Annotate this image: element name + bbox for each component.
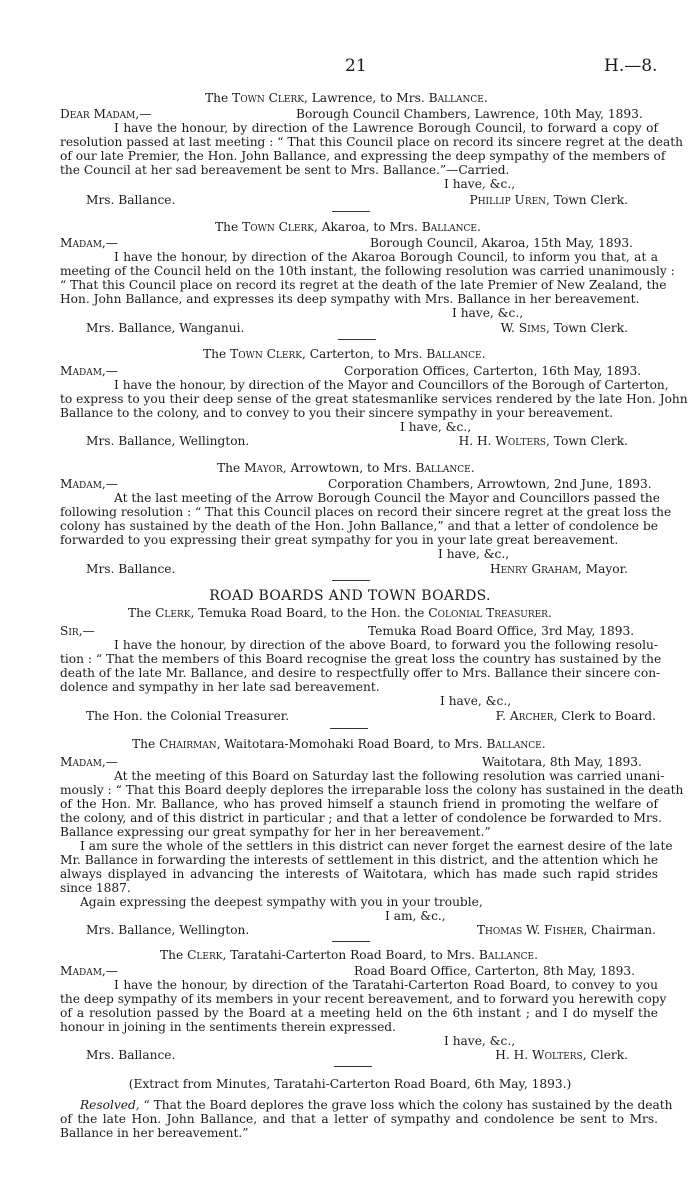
divider-rule bbox=[334, 1066, 372, 1067]
addressee: Mrs. Ballance, Wellington. bbox=[86, 434, 250, 448]
signature: Phillip Uren, Town Clerk. bbox=[469, 193, 628, 207]
body-line: I have the honour, by direction of the Lawrence Borough Council, to forward a copy of bbox=[114, 121, 658, 135]
divider-rule bbox=[332, 580, 370, 581]
signature: Henry Graham, Mayor. bbox=[489, 562, 628, 576]
section-title: ROAD BOARDS AND TOWN BOARDS. bbox=[209, 588, 491, 604]
body-line: I have the honour, by direction of the Taratahi-Carterton Road Board, to convey to you bbox=[114, 978, 658, 992]
salutation: Madam,— bbox=[60, 477, 118, 491]
divider-rule bbox=[330, 728, 368, 729]
body-line: following resolution : “ That this Council places on record their sincere regret at the great loss the bbox=[60, 505, 672, 519]
body-line: I have the honour, by direction of the Mayor and Councillors of the Borough of Carterton, bbox=[114, 378, 669, 392]
dateline: Waitotara, 8th May, 1893. bbox=[482, 755, 642, 769]
body-line: always displayed in advancing the interests of Waitotara, which has made such rapid strides bbox=[60, 867, 658, 881]
signature: H. H. Wolters, Town Clerk. bbox=[458, 434, 628, 448]
body-line: Ballance to the colony, and to convey to you their sincere sympathy in your bereavement. bbox=[60, 406, 614, 420]
dateline: Corporation Chambers, Arrowtown, 2nd June, 1893. bbox=[328, 477, 652, 491]
letter-heading: The Chairman, Waitotara-Momohaki Road Board, to Mrs. Ballance. bbox=[132, 737, 546, 751]
extract-resolution-line: of the late Hon. John Ballance, and that a letter of sympathy and condolence be sent to Mrs. bbox=[60, 1112, 658, 1126]
body-line: colony has sustained by the death of the Hon. John Ballance,” and that a letter of condolence be bbox=[60, 519, 658, 533]
body-line: Hon. John Ballance, and expresses its deep sympathy with Mrs. Ballance in her bereavement. bbox=[60, 292, 640, 306]
body-line: of the Hon. Mr. Ballance, who has proved himself a staunch friend in promoting the welfare of bbox=[60, 797, 658, 811]
addressee: Mrs. Ballance. bbox=[86, 193, 176, 207]
letter-heading: The Town Clerk, Lawrence, to Mrs. Ballance. bbox=[205, 91, 488, 105]
addressee: Mrs. Ballance, Wanganui. bbox=[86, 321, 245, 335]
dateline: Corporation Offices, Carterton, 16th May, 1893. bbox=[344, 364, 642, 378]
body-line: At the last meeting of the Arrow Borough Council the Mayor and Councillors passed the bbox=[114, 491, 660, 505]
signature: W. Sims, Town Clerk. bbox=[500, 321, 628, 335]
salutation: Madam,— bbox=[60, 964, 118, 978]
body-line: to express to you their deep sense of the great statesmanlike services rendered by the late Hon. John bbox=[60, 392, 688, 406]
letter-heading: The Mayor, Arrowtown, to Mrs. Ballance. bbox=[217, 461, 475, 475]
body-line: mously : “ That this Board deeply deplores the irreparable loss the colony has sustained in the death bbox=[60, 783, 684, 797]
addressee: Mrs. Ballance. bbox=[86, 562, 176, 576]
body-line: tion : “ That the members of this Board recognise the great loss the country has sustained by the bbox=[60, 652, 662, 666]
body-line: resolution passed at last meeting : “ That this Council place on record its sincere regret at the death bbox=[60, 135, 684, 149]
body-line: At the meeting of this Board on Saturday last the following resolution was carried unani- bbox=[114, 769, 665, 783]
divider-rule bbox=[332, 211, 370, 212]
extract-resolution-line: Ballance in her bereavement.” bbox=[60, 1126, 249, 1140]
dateline: Borough Council Chambers, Lawrence, 10th May, 1893. bbox=[296, 107, 643, 121]
signature: Thomas W. Fisher, Chairman. bbox=[476, 923, 656, 937]
body-line: forwarded to you expressing their great sympathy for you in your late great bereavement. bbox=[60, 533, 619, 547]
body-line: Mr. Ballance in forwarding the interests of settlement in this district, and the attention which he bbox=[60, 853, 659, 867]
dateline: Road Board Office, Carterton, 8th May, 1893. bbox=[354, 964, 636, 978]
addressee: The Hon. the Colonial Treasurer. bbox=[86, 709, 290, 723]
closing: I am, &c., bbox=[385, 909, 446, 923]
body-line: dolence and sympathy in her late sad bereavement. bbox=[60, 680, 380, 694]
extract-resolution-line: Resolved, “ That the Board deplores the grave loss which the colony has sustained by the death bbox=[80, 1098, 673, 1112]
body-line: “ That this Council place on record its regret at the death of the late Premier of New Zealand, the bbox=[60, 278, 667, 292]
dateline: Temuka Road Board Office, 3rd May, 1893. bbox=[368, 624, 635, 638]
divider-rule bbox=[338, 339, 376, 340]
body-line: Again expressing the deepest sympathy with you in your trouble, bbox=[80, 895, 483, 909]
closing: I have, &c., bbox=[440, 694, 512, 708]
signature: H. H. Wolters, Clerk. bbox=[495, 1048, 628, 1062]
closing: I have, &c., bbox=[444, 1034, 516, 1048]
salutation: Dear Madam,— bbox=[60, 107, 152, 121]
body-line: the Council at her sad bereavement be sent to Mrs. Ballance.”—Carried. bbox=[60, 163, 510, 177]
body-line: meeting of the Council held on the 10th instant, the following resolution was carried unanimously : bbox=[60, 264, 675, 278]
body-line: Ballance expressing our great sympathy for her in her bereavement.” bbox=[60, 825, 491, 839]
body-line: death of the late Mr. Ballance, and desire to respectfully offer to Mrs. Ballance their sincere con- bbox=[60, 666, 661, 680]
letter-heading: The Town Clerk, Akaroa, to Mrs. Ballance. bbox=[215, 220, 481, 234]
salutation: Madam,— bbox=[60, 236, 118, 250]
signature: F. Archer, Clerk to Board. bbox=[495, 709, 656, 723]
salutation: Madam,— bbox=[60, 755, 118, 769]
closing: I have, &c., bbox=[400, 420, 472, 434]
document-reference: H.—8. bbox=[604, 56, 658, 76]
body-line: the colony, and of this district in particular ; and that a letter of condolence be forwarded to Mrs. bbox=[60, 811, 662, 825]
body-line: I am sure the whole of the settlers in this district can never forget the earnest desire of the late bbox=[80, 839, 673, 853]
body-line: of a resolution passed by the Board at a meeting held on the 6th instant ; and I do myself the bbox=[60, 1006, 658, 1020]
body-line: the deep sympathy of its members in your recent bereavement, and to forward you herewith copy bbox=[60, 992, 667, 1006]
body-line: I have the honour, by direction of the above Board, to forward you the following resolu- bbox=[114, 638, 658, 652]
extract-heading: (Extract from Minutes, Taratahi-Carterton Road Board, 6th May, 1893.) bbox=[128, 1077, 572, 1091]
salutation: Sir,— bbox=[60, 624, 95, 638]
body-line: of our late Premier, the Hon. John Ballance, and expressing the deep sympathy of the members of bbox=[60, 149, 666, 163]
body-line: since 1887. bbox=[60, 881, 131, 895]
closing: I have, &c., bbox=[438, 547, 510, 561]
closing: I have, &c., bbox=[444, 177, 516, 191]
dateline: Borough Council, Akaroa, 15th May, 1893. bbox=[370, 236, 633, 250]
page-number: 21 bbox=[345, 56, 367, 76]
letter-heading: The Clerk, Temuka Road Board, to the Hon. the Colonial Treasurer. bbox=[128, 606, 552, 620]
divider-rule bbox=[332, 941, 370, 942]
letter-heading: The Town Clerk, Carterton, to Mrs. Ballance. bbox=[203, 347, 486, 361]
body-line: honour in joining in the sentiments therein expressed. bbox=[60, 1020, 396, 1034]
closing: I have, &c., bbox=[452, 306, 524, 320]
addressee: Mrs. Ballance. bbox=[86, 1048, 176, 1062]
addressee: Mrs. Ballance, Wellington. bbox=[86, 923, 250, 937]
letter-heading: The Clerk, Taratahi-Carterton Road Board, to Mrs. Ballance. bbox=[160, 948, 539, 962]
body-line: I have the honour, by direction of the Akaroa Borough Council, to inform you that, at a bbox=[114, 250, 658, 264]
salutation: Madam,— bbox=[60, 364, 118, 378]
